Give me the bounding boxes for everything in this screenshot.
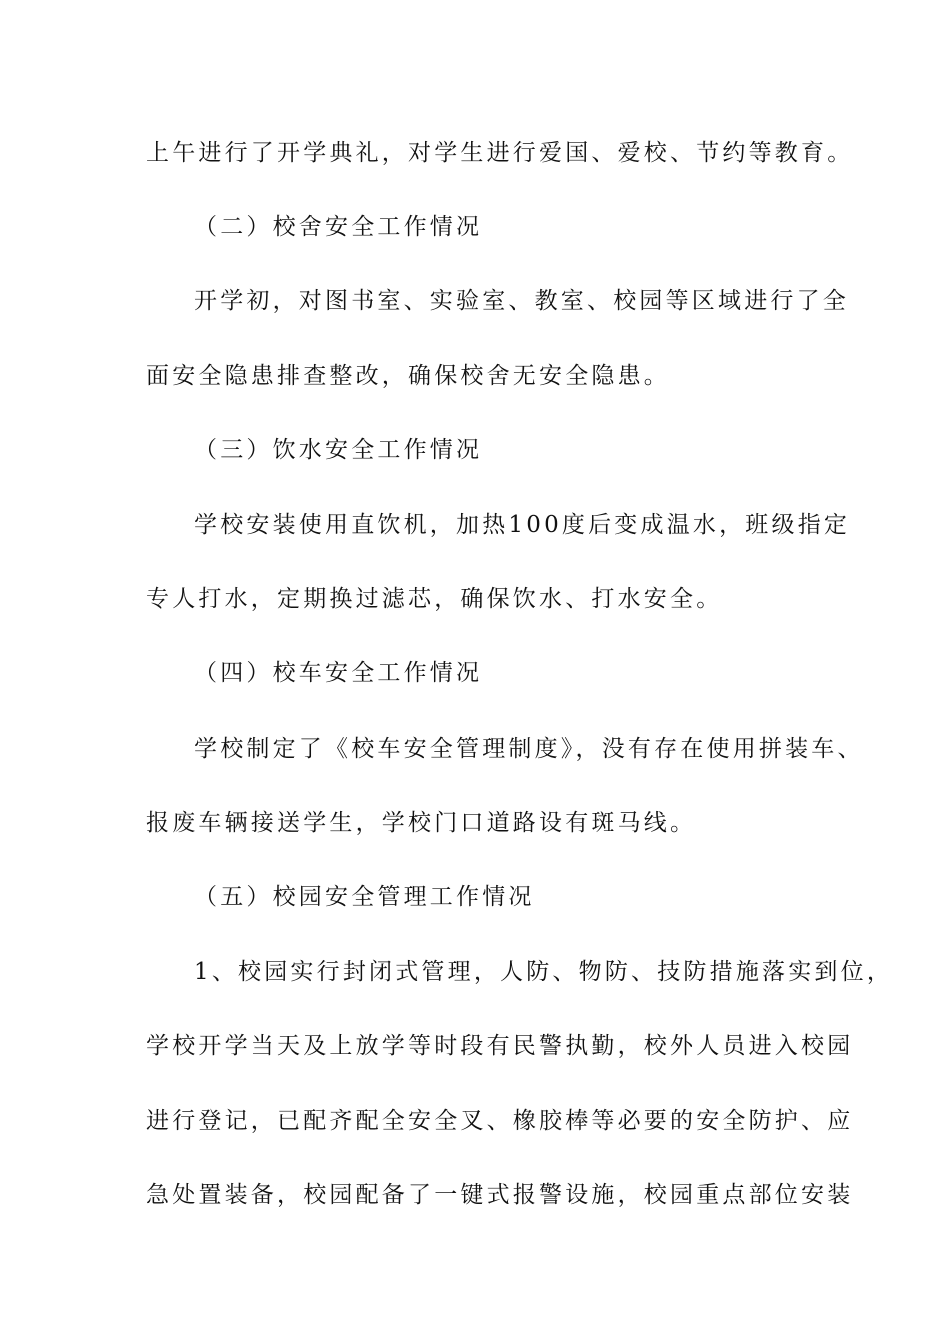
paragraph-line: 学校制定了《校车安全管理制度》，没有存在使用拼装车、 — [194, 736, 864, 762]
paragraph-line: 专人打水，定期换过滤芯，确保饮水、打水安全。 — [146, 586, 723, 612]
section-heading: （二）校舍安全工作情况 — [194, 214, 483, 240]
paragraph-line: 进行登记，已配齐配全安全叉、橡胶棒等必要的安全防护、应 — [146, 1108, 854, 1134]
section-heading: （五）校园安全管理工作情况 — [194, 884, 535, 910]
paragraph-line: 学校安装使用直饮机，加热100度后变成温水，班级指定 — [194, 512, 851, 538]
paragraph-line: 上午进行了开学典礼，对学生进行爱国、爱校、节约等教育。 — [146, 140, 854, 166]
paragraph-line: 开学初，对图书室、实验室、教室、校园等区域进行了全 — [194, 288, 849, 314]
paragraph-line: 报废车辆接送学生，学校门口道路设有斑马线。 — [146, 810, 697, 836]
paragraph-line: 面安全隐患排查整改，确保校舍无安全隐患。 — [146, 363, 670, 389]
section-heading: （三）饮水安全工作情况 — [194, 437, 483, 463]
paragraph-line: 1、校园实行封闭式管理，人防、物防、技防措施落实到位， — [194, 959, 894, 985]
section-heading: （四）校车安全工作情况 — [194, 660, 483, 686]
paragraph-line: 学校开学当天及上放学等时段有民警执勤，校外人员进入校园 — [146, 1033, 854, 1059]
paragraph-line: 急处置装备，校园配备了一键式报警设施，校园重点部位安装 — [146, 1182, 854, 1208]
